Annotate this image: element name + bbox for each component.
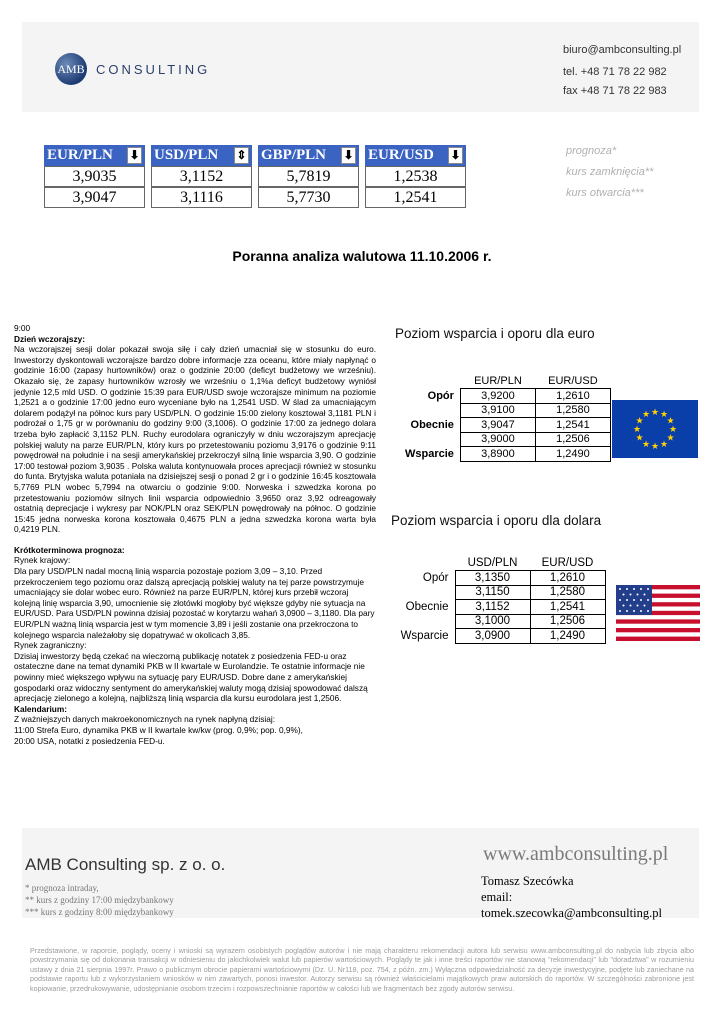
footnote: * prognoza intraday, (25, 883, 99, 893)
header-email[interactable]: biuro@ambconsulting.pl (563, 44, 682, 56)
domestic-text: Dla pary USD/PLN nadal mocną linią wsparcia pozostaje poziom 3,09 – 3,10. Przed przekroczeniem tego poziomu oraz dalszą aprecjacją polskiej waluty na tej parze powstrzymuje umacniający sie dolar wobec euro. Również na parze EUR/PLN, której kurs przebił wczoraj kolejną linię wsparcia 3,90, umocnienie się złotówki mogłoby być większe gdyby nie sytuacja na EUR/USD. Para USD/PLN powinna dzisiaj pozostać w korytarzu wahań 3,0900 – 3,1180. Dla pary EUR/PLN ważną linią wsparcia jest w tym momencie 3,89 i jeśli zostanie ona przekroczona to kolejnego wsparcia należałoby się dopatrywać w okolicach 3,85. (14, 566, 375, 640)
calendar-heading: Kalendarium: (14, 703, 68, 714)
row-label: Opór (422, 571, 449, 584)
currency-pair-label: EUR/USD (368, 147, 434, 163)
svg-text:★: ★ (659, 440, 669, 450)
cell: 1,2610 (535, 389, 610, 404)
svg-text:★: ★ (635, 433, 644, 444)
svg-text:★: ★ (650, 408, 660, 418)
cell: 1,2610 (530, 571, 605, 586)
currency-box-gbppln (258, 145, 359, 208)
cell: 1,2490 (535, 447, 610, 462)
currency-forecast: 5,7819 (258, 166, 359, 187)
disclaimer: Przedstawione, w raporcie, poglądy, oceny i wnioski są wyrazem osobistych poglądów autorów i nie mają charakteru rekomendacji autora lub serwisu www.ambconsulting.pl do nabycia lub zbycia albo powstrzymania się od dokonania transakcji w odniesieniu do jakichkolwiek walut lub papierów wartościowych. Poglądy te jak i inne treści raportów nie stanowią "rekomendacji" lub "doradztwa" w rozumieniu ustawy z dnia 21 sierpnia 1997r. Prawo o publicznym obrocie papierami wartościowymi (Dz. U. Nr118, poz. 754, z późn. zm.) Wyłączna odpowiedzialność za decyzje inwestycyjne, podjęte lub zaniechane na podstawie raportu lub z wykorzystaniem wniosków w nim zawartych, ponosi inwestor. Autorzy serwisu są również właścicielami majątkowych praw autorskich do raportów. W szczególności zabronione jest kopiowanie, przedrukowywanie, udostępnianie osobom trzecim i rozpowszechnianie raportów w całości lub we fragmentach bez zgody autorów serwisu. (30, 946, 694, 993)
article-time: 9:00 (14, 323, 31, 333)
footer-website[interactable]: www.ambconsulting.pl (483, 843, 669, 865)
table-row (405, 389, 610, 404)
table-row (400, 585, 605, 600)
svg-text:★: ★ (641, 440, 651, 450)
author-name: Tomasz Szecówka (481, 874, 574, 888)
domestic-label: Rynek krajowy: (14, 555, 71, 566)
legend-forecast: prognoza* (566, 145, 617, 157)
eu-flag-icon (612, 400, 698, 458)
header-fax: fax +48 71 78 22 983 (563, 85, 667, 97)
table-row (400, 600, 605, 615)
svg-text:★: ★ (632, 425, 642, 435)
currency-close: 5,7730 (258, 187, 359, 208)
arrow-down-icon: ⬇ (341, 147, 356, 164)
forecast-heading: Krótkoterminowa prognoza: (14, 544, 125, 555)
row-label (405, 432, 460, 447)
author-email-label: email: (481, 890, 513, 904)
svg-text:★: ★ (650, 442, 660, 452)
svg-text:★: ★ (666, 416, 675, 427)
currency-header (258, 145, 359, 166)
dollar-levels-table (400, 556, 606, 644)
column-header: EUR/USD (541, 557, 594, 569)
cell: 1,2490 (530, 629, 605, 644)
currency-forecast: 3,9035 (44, 166, 145, 187)
svg-text:★: ★ (666, 433, 675, 444)
currency-box-eurpln (44, 145, 145, 208)
row-label: Obecnie (405, 600, 449, 613)
report-title: Poranna analiza walutowa 11.10.2006 r. (232, 248, 492, 264)
cell: 3,1150 (455, 585, 530, 600)
currency-close: 3,1116 (151, 187, 252, 208)
table-row (405, 403, 610, 418)
dollar-levels-title: Poziom wsparcia i oporu dla dolara (391, 513, 602, 528)
currency-close: 3,9047 (44, 187, 145, 208)
cell: 1,2506 (530, 614, 605, 629)
svg-text:★: ★ (641, 410, 651, 420)
eu-stars (612, 400, 698, 458)
currency-box-usdpln (151, 145, 252, 208)
currency-header (151, 145, 252, 166)
cell: 3,8900 (460, 447, 535, 462)
currency-pair-label: GBP/PLN (261, 147, 327, 163)
currency-box-eurusd (365, 145, 466, 208)
row-label: Obecnie (410, 418, 454, 431)
cell: 1,2580 (535, 403, 610, 418)
euro-levels-table (405, 374, 611, 462)
footnote: *** kurs z godziny 8:00 międzybankowy (25, 907, 174, 917)
row-label: Opór (427, 389, 454, 402)
row-label (405, 403, 460, 418)
svg-text:★: ★ (635, 416, 644, 427)
table-row (405, 418, 610, 433)
currency-header (44, 145, 145, 166)
row-label (400, 585, 455, 600)
foreign-text: Dzisiaj inwestorzy będą czekać na wieczorną publikację notatek z posiedzenia FED-u oraz ostateczne dane na temat dynamiki PKB w II kwartale w Eurolandzie. Te ostatnie informacje nie powinny mieć większego wpływu na sytuację pary EUR/USD. Dobre dane z amerykańskiej gospodarki oraz widoczny sentyment do amerykańskiej waluty mogą dzisiaj spowodować dalszą aprecjację zielonego a kolejną, najbliższą linią wsparcia dla kursu eurodolara jest 1,2506. (14, 650, 368, 704)
amb-logo-icon: AMB (55, 53, 87, 85)
arrow-updown-icon: ⇕ (234, 147, 249, 164)
table-row (400, 614, 605, 629)
arrow-down-icon: ⬇ (127, 147, 142, 164)
legend-open: kurs otwarcia*** (566, 187, 644, 199)
logo-wordmark: CONSULTING (96, 62, 211, 77)
column-header: EUR/USD (548, 375, 598, 387)
table-row (405, 432, 610, 447)
column-header: EUR/PLN (474, 375, 522, 387)
table-row (400, 629, 605, 644)
yesterday-text: Na wczorajszej sesji dolar pokazał swoja siłę i cały dzień umacniał się w stosunku do euro. Inwestorzy dyskontowali wczorajsze bardzo dobre informacje zza oceanu, które miały napłynąć o godzinie 16:00 (zapasy hurtowników) oraz o godzinie 20:00 (deficyt budżetowy we wrześniu). Okazało się, że zapasy hurtowników wzrosły we wrześniu o 1,1%a deficyt budżetowy wyniósł jedynie 12,5 mld USD. O godzinie 15:39 para EUR/USD swoje wczorajsze minimum na poziomie 1,2521 a o godzinie 17:00 jedno euro wyceniane było na 1,2541 USD. W ślad za umacniającym dolarem podążył na północ kurs pary USD/PLN. O godzinie 15:00 zielony kosztował 3,1181 PLN i podrożał o 1,75 gr w porównaniu do godziny 9:00 (3,1006). O godzinie 17:00 za jednego dolara trzeba było zapłacić 3,1152 PLN. Ruchy eurodolara ograniczyły w dniu wczorajszym aprecjację polskiej waluty na parze EUR/PLN, który kurs po przetestowaniu poziomu 3,9176 o godzinie 9:11 powędrował na południe i na sesji amerykańskiej przekroczył silną linie wsparcia 3,90. O godzinie 17:00 testował poziom 3,9035 . Polska waluta kontynuowała proces aprecjacji również w stosunku do funta. Brytyjska waluta potaniała na dzisiejszej sesji o ponad 2 gr i o godzinie 16:45 kosztowała 5,7769 PLN wobec 5,7994 na otwarciu o godzinie 9:00. Norweska i szwedzka korona po przetestowaniu poziomów silnych linii wsparcia odpowiednio 3,9650 oraz 3,92 odreagowały ostatnią deprecjacje i wykresy par NOK/PLN oraz SEK/PLN powędrowały na północ. O godzinie 15:45 jedna norweska korona kosztowała 0,4675 PLN a jedna szwedzka korona warta była 0,4219 PLN. (14, 344, 376, 535)
cell: 1,2580 (530, 585, 605, 600)
cell: 1,2541 (530, 600, 605, 615)
yesterday-heading: Dzień wczorajszy: (14, 333, 86, 344)
currency-forecast: 3,1152 (151, 166, 252, 187)
footer-author-block (481, 873, 662, 921)
cell: 3,9200 (460, 389, 535, 404)
cell: 3,1152 (455, 600, 530, 615)
author-email[interactable]: tomek.szecowka@ambconsulting.pl (481, 906, 662, 920)
calendar-text: Z ważniejszych danych makroekonomicznych na rynek napłyną dzisiaj: (14, 714, 276, 725)
row-label: Wsparcie (405, 447, 454, 460)
currency-pair-label: USD/PLN (154, 147, 219, 163)
calendar-line: 20:00 USA, notatki z posiedzenia FED-u. (14, 735, 165, 746)
svg-text:★: ★ (668, 425, 678, 435)
cell: 3,9100 (460, 403, 535, 418)
row-label: Wsparcie (400, 629, 449, 642)
cell: 3,9000 (460, 432, 535, 447)
column-header: USD/PLN (467, 557, 518, 569)
header-tel: tel. +48 71 78 22 982 (563, 66, 667, 78)
cell: 1,2541 (535, 418, 610, 433)
article-body (14, 323, 376, 746)
currency-pair-label: EUR/PLN (47, 147, 113, 163)
table-row (400, 571, 605, 586)
euro-levels-title: Poziom wsparcia i oporu dla euro (395, 326, 595, 341)
table-row (405, 447, 610, 462)
currency-header (365, 145, 466, 166)
currency-forecast: 1,2538 (365, 166, 466, 187)
legend-close: kurs zamknięcia** (566, 166, 654, 178)
us-flag-icon (616, 585, 700, 641)
footer-notes (25, 882, 174, 918)
calendar-line: 11:00 Strefa Euro, dynamika PKB w II kwartale kw/kw (prog. 0,9%; pop. 0,9%), (14, 724, 303, 735)
svg-text:★: ★ (659, 410, 669, 420)
cell: 1,2506 (535, 432, 610, 447)
cell: 3,1350 (455, 571, 530, 586)
us-flag-graphic (616, 585, 700, 641)
footnote: ** kurs z godziny 17:00 międzybankowy (25, 895, 174, 905)
foreign-label: Rynek zagraniczny: (14, 640, 87, 651)
row-label (400, 614, 455, 629)
cell: 3,1000 (455, 614, 530, 629)
currency-close: 1,2541 (365, 187, 466, 208)
footer-company: AMB Consulting sp. z o. o. (25, 855, 226, 874)
arrow-down-icon: ⬇ (448, 147, 463, 164)
cell: 3,0900 (455, 629, 530, 644)
cell: 3,9047 (460, 418, 535, 433)
